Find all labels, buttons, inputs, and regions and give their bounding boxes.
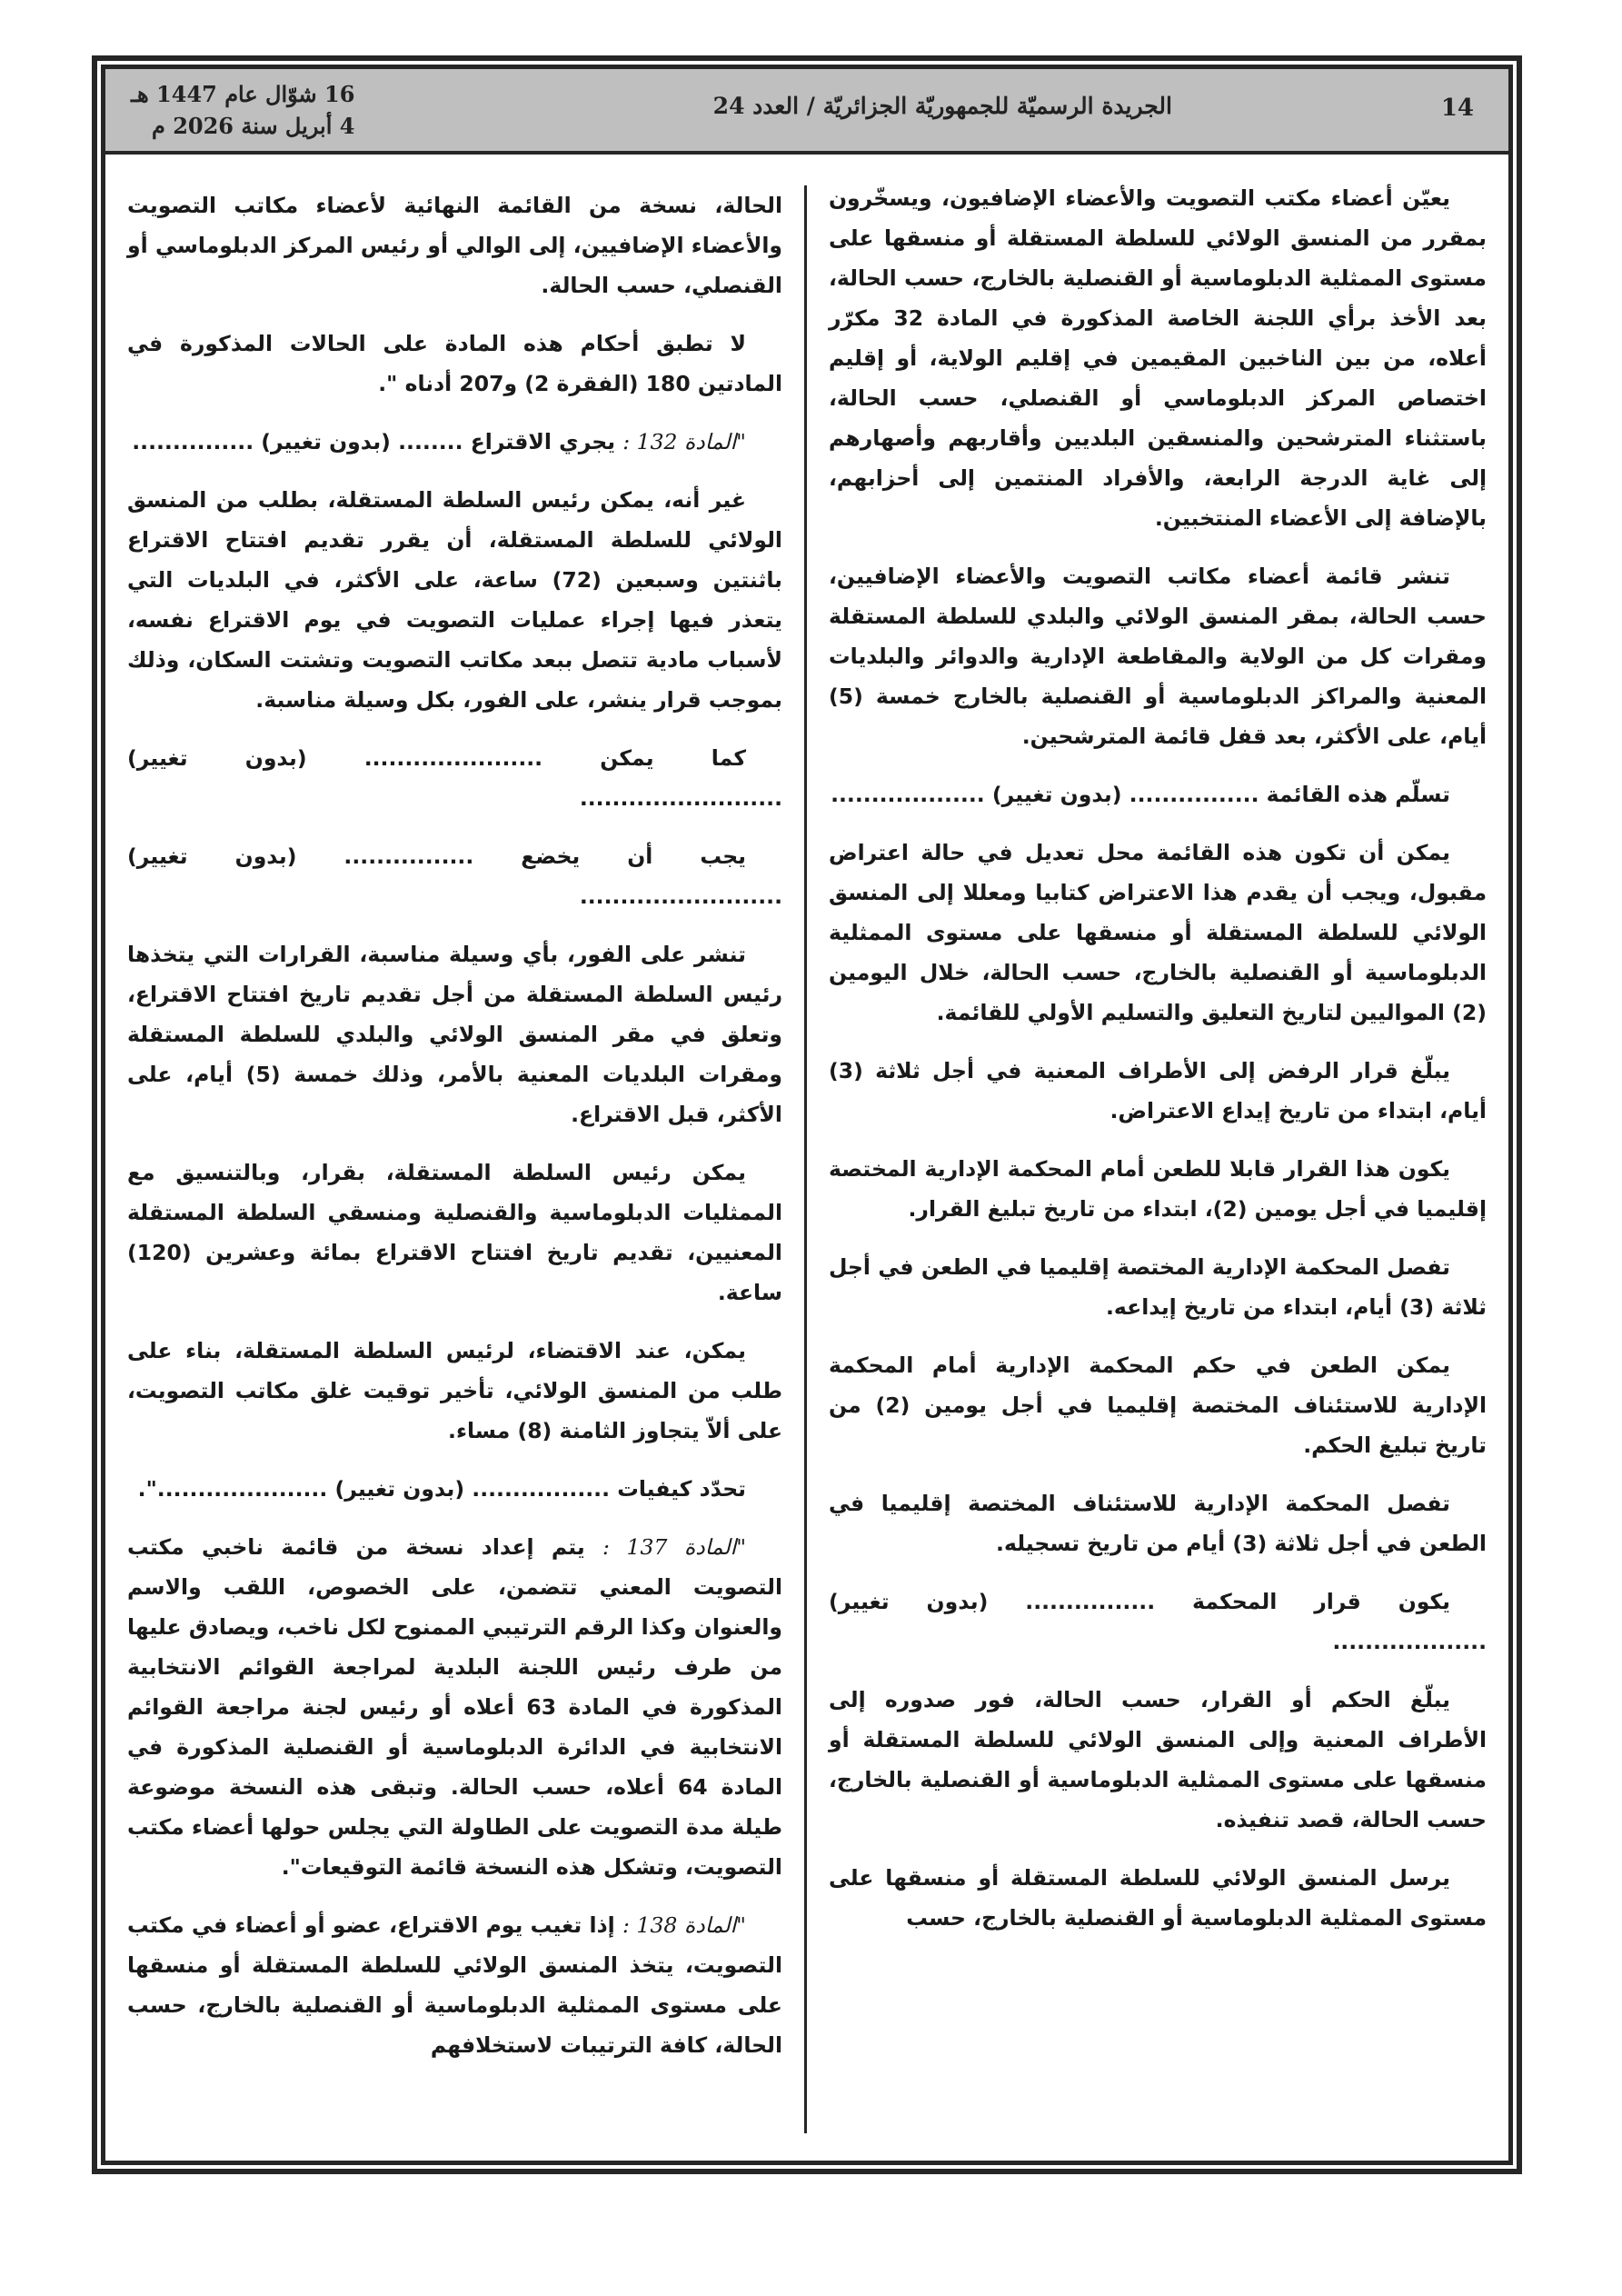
article-number: "المادة 132 : xyxy=(622,429,746,454)
paragraph xyxy=(127,185,782,305)
left-column xyxy=(124,185,807,2133)
paragraph-text: إذا تغيب يوم الاقتراع، عضو أو أعضاء في مكتب التصويت، يتخذ المنسق الولائي للسلطة المستقلة أو منسقها على مستوى الممثلية الدبلوماسية أو القنصلية بالخارج، حسب الحالة، كافة الترتيبات لاستخلافهم xyxy=(127,1912,782,2058)
paragraph-text: يجب أن يخضع ................ (بدون تغيير) ......................... xyxy=(127,844,782,909)
paragraph xyxy=(829,178,1487,538)
paragraph xyxy=(127,1469,782,1509)
paragraph-text: يتم إعداد نسخة من قائمة ناخبي مكتب التصويت المعني تتضمن، على الخصوص، اللقب والاسم والعنوان وكذا الرقم الترتيبي الممنوح لكل ناخب، ويصادق عليها من طرف رئيس اللجنة البلدية لمراجعة القوائم الانتخابية المذكورة في المادة 63 أعلاه أو رئيس لجنة مراجعة القوائم الانتخابية في الدائرة الدبلوماسية أو القنصلية المذكورة في المادة 64 أعلاه، حسب الحالة. وتبقى هذه النسخة موضوعة طيلة مدة التصويت على الطاولة التي يجلس حولها أعضاء مكتب التصويت، وتشكل هذه النسخة قائمة التوقيعات". xyxy=(127,1534,782,1880)
paragraph xyxy=(829,1345,1487,1465)
paragraph-text: تفصل المحكمة الإدارية المختصة إقليميا في الطعن في أجل ثلاثة (3) أيام، ابتداء من تاريخ إيداعه. xyxy=(829,1254,1487,1320)
article-number: "المادة 138 : xyxy=(622,1912,746,1938)
paragraph xyxy=(829,1858,1487,1938)
paragraph xyxy=(127,480,782,720)
page-number: 14 xyxy=(1440,95,1474,122)
paragraph xyxy=(127,324,782,404)
paragraph xyxy=(829,1582,1487,1662)
paragraph xyxy=(829,774,1487,814)
paragraph xyxy=(829,556,1487,756)
paragraph xyxy=(127,1331,782,1451)
paragraph xyxy=(829,1247,1487,1327)
paragraph xyxy=(829,1483,1487,1563)
paragraph-text: يبلّغ الحكم أو القرار، حسب الحالة، فور صدوره إلى الأطراف المعنية وإلى المنسق الولائي للسلطة المستقلة أو منسقها على مستوى الممثلية الدبلوماسية أو القنصلية بالخارج، حسب الحالة، قصد تنفيذه. xyxy=(829,1687,1487,1832)
paragraph xyxy=(829,1149,1487,1229)
paragraph-text: تنشر على الفور، بأي وسيلة مناسبة، القرارات التي يتخذها رئيس السلطة المستقلة من أجل تقديم تاريخ افتتاح الاقتراع، وتعلق في مقر المنسق الولائي والبلدي للسلطة المستقلة ومقرات البلديات المعنية بالأمر، وذلك خمسة (5) أيام، على الأكثر، قبل الاقتراع. xyxy=(127,942,782,1127)
paragraph-text: يكون هذا القرار قابلا للطعن أمام المحكمة الإدارية المختصة إقليميا في أجل يومين (2)، ابتداء من تاريخ تبليغ القرار. xyxy=(829,1156,1487,1222)
paragraph-text: غير أنه، يمكن رئيس السلطة المستقلة، بطلب من المنسق الولائي للسلطة المستقلة، أن يقرر تقديم افتتاح الاقتراع باثنتين وسبعين (72) ساعة، على الأكثر، في البلديات التي يتعذر فيها إجراء عمليات التصويت في يوم الاقتراع نفسه، لأسباب مادية تتصل ببعد مكاتب التصويت وتشتت السكان، وذلك بموجب قرار ينشر، على الفور، بكل وسيلة مناسبة. xyxy=(127,487,782,713)
paragraph xyxy=(127,934,782,1134)
page-frame xyxy=(92,55,1522,2174)
article-number: "المادة 137 : xyxy=(602,1534,747,1560)
paragraph-text: تحدّد كيفيات ................. (بدون تغيير) .....................". xyxy=(137,1476,746,1502)
page-header xyxy=(105,69,1508,155)
paragraph xyxy=(127,836,782,916)
gregorian-date: 4 أبريل سنة 2026 م xyxy=(151,113,355,139)
journal-title: الجريدة الرسميّة للجمهوريّة الجزائريّة / العدد 24 xyxy=(712,93,1172,119)
article-paragraph xyxy=(127,422,782,462)
paragraph-text: يمكن أن تكون هذه القائمة محل تعديل في حالة اعتراض مقبول، ويجب أن يقدم هذا الاعتراض كتابيا ومعللا إلى المنسق الولائي للسلطة المستقلة أو منسقها على مستوى الممثلية الدبلوماسية أو القنصلية بالخارج، حسب الحالة، خلال اليومين (2) المواليين لتاريخ التعليق والتسليم الأولي للقائمة. xyxy=(829,840,1487,1025)
paragraph-text: تسلّم هذه القائمة ................ (بدون تغيير) ................... xyxy=(831,782,1450,807)
paragraph xyxy=(829,833,1487,1033)
paragraph-text: لا تطبق أحكام هذه المادة على الحالات المذكورة في المادتين 180 (الفقرة 2) و207 أدناه ". xyxy=(127,331,782,396)
article-paragraph xyxy=(127,1905,782,2065)
paragraph-text: يمكن الطعن في حكم المحكمة الإدارية أمام المحكمة الإدارية للاستئناف المختصة إقليميا في أجل يومين (2) من تاريخ تبليغ الحكم. xyxy=(829,1353,1488,1458)
paragraph-text: تفصل المحكمة الإدارية للاستئناف المختصة إقليميا في الطعن في أجل ثلاثة (3) أيام من تاريخ تسجيله. xyxy=(829,1491,1487,1556)
paragraph-text: يرسل المنسق الولائي للسلطة المستقلة أو منسقها على مستوى الممثلية الدبلوماسية أو القنصلية بالخارج، حسب xyxy=(829,1865,1487,1931)
paragraph-text: كما يمكن ...................... (بدون تغيير) ......................... xyxy=(127,745,782,811)
paragraph-text: يبلّغ قرار الرفض إلى الأطراف المعنية في أجل ثلاثة (3) أيام، ابتداء من تاريخ إيداع الاعتراض. xyxy=(829,1058,1487,1123)
paragraph xyxy=(127,1153,782,1313)
paragraph xyxy=(829,1680,1487,1840)
paragraph-text: الحالة، نسخة من القائمة النهائية لأعضاء مكاتب التصويت والأعضاء الإضافيين، إلى الوالي أو رئيس المركز الدبلوماسي أو القنصلي، حسب الحالة. xyxy=(127,193,782,298)
paragraph-text: يجري الاقتراع ........ (بدون تغيير) ............... xyxy=(132,429,623,454)
paragraph-text: يكون قرار المحكمة ................ (بدون تغيير) ................... xyxy=(829,1589,1487,1654)
page-frame-inner xyxy=(101,65,1513,2165)
article-paragraph xyxy=(127,1527,782,1887)
paragraph-text: يمكن، عند الاقتضاء، لرئيس السلطة المستقلة، بناء على طلب من المنسق الولائي، تأخير توقيت غلق مكاتب التصويت، على ألاّ يتجاوز الثامنة (8) مساء. xyxy=(127,1338,782,1443)
paragraph-text: يمكن رئيس السلطة المستقلة، بقرار، وبالتنسيق مع الممثليات الدبلوماسية والقنصلية ومنسقي السلطة المستقلة المعنيين، تقديم تاريخ افتتاح الاقتراع بمائة وعشرين (120) ساعة. xyxy=(127,1160,782,1305)
paragraph-text: تنشر قائمة أعضاء مكاتب التصويت والأعضاء الإضافيين، حسب الحالة، بمقر المنسق الولائي والبلدي للسلطة المستقلة ومقرات كل من الولاية والمقاطعة الإدارية والدوائر والبلديات المعنية والمراكز الدبلوماسية أو القنصلية بالخارج خمسة (5) أيام، على الأكثر، بعد قفل قائمة المترشحين. xyxy=(829,564,1487,749)
issue-date xyxy=(131,78,354,142)
paragraph xyxy=(127,738,782,818)
paragraph-text: يعيّن أعضاء مكتب التصويت والأعضاء الإضافيون، ويسخّرون بمقرر من المنسق الولائي للسلطة المستقلة أو منسقها على مستوى الممثلية الدبلوماسية أو القنصلية بالخارج، حسب الحالة، بعد الأخذ برأي اللجنة الخاصة المذكورة في المادة 32 مكرّر أعلاه، من بين الناخبين المقيمين في إقليم الولاية، أو إقليم اختصاص المركز الدبلوماسي أو القنصلي، حسب الحالة، باستثناء المترشحين والمنسقين البلديين وأقاربهم وأصهارهم إلى غاية الدرجة الرابعة، والأفراد المنتمين إلى أحزابهم، بالإضافة إلى الأعضاء المنتخبين. xyxy=(829,185,1487,531)
paragraph xyxy=(829,1051,1487,1131)
hijri-date: 16 شوّال عام 1447 هـ xyxy=(131,81,355,107)
page-content xyxy=(124,178,1490,2133)
right-column xyxy=(807,178,1490,2133)
